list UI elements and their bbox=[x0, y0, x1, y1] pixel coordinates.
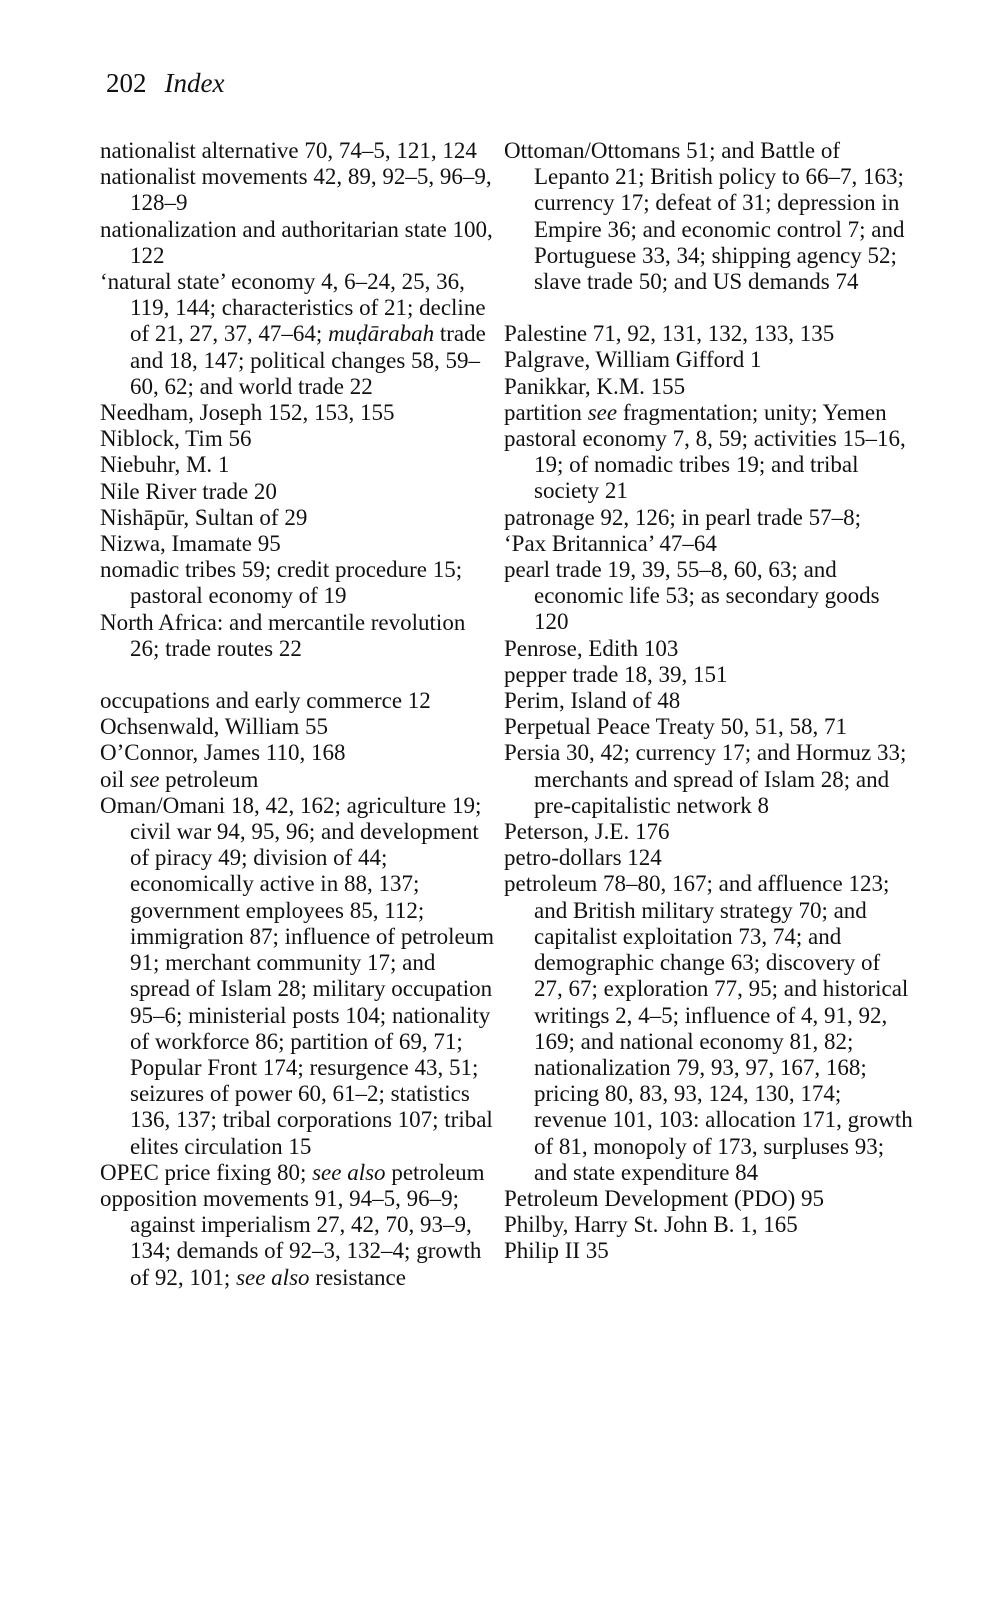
index-entry bbox=[504, 1238, 914, 1264]
index-column-right bbox=[504, 138, 914, 1265]
index-entry bbox=[100, 1160, 500, 1186]
index-entry bbox=[100, 426, 500, 452]
index-entry bbox=[504, 871, 914, 1185]
index-entry bbox=[100, 400, 500, 426]
index-entry-text: O’Connor, James 110, 168 bbox=[100, 740, 346, 766]
index-entry-text: Philby, Harry St. John B. 1, 165 bbox=[504, 1212, 798, 1238]
index-entry-text: petroleum bbox=[385, 1159, 485, 1185]
index-entry-text: OPEC price fixing 80; bbox=[100, 1159, 313, 1185]
index-entry-text: partition bbox=[504, 399, 588, 425]
index-column-left bbox=[100, 138, 500, 1291]
index-entry-text: nationalization and authoritarian state 100, 122 bbox=[100, 216, 493, 268]
index-entry-text: petro-dollars 124 bbox=[504, 845, 662, 871]
index-entry-text: Perpetual Peace Treaty 50, 51, 58, 71 bbox=[504, 714, 848, 740]
index-entry-text: Nile River trade 20 bbox=[100, 478, 277, 504]
index-entry bbox=[504, 819, 914, 845]
index-entry-text: Persia 30, 42; currency 17; and Hormuz 33; merchants and spread of Islam 28; and pre-capitalistic network 8 bbox=[504, 740, 907, 818]
index-entry-text: Nishāpūr, Sultan of 29 bbox=[100, 504, 308, 530]
page-number: 202 bbox=[106, 68, 147, 98]
index-entry-italic: muḍārabah bbox=[328, 321, 435, 347]
index-entry-text: Panikkar, K.M. 155 bbox=[504, 373, 686, 399]
index-entry bbox=[100, 714, 500, 740]
index-entry-text: oil bbox=[100, 766, 131, 792]
index-entry bbox=[100, 479, 500, 505]
index-entry bbox=[504, 374, 914, 400]
index-entry-text: ‘Pax Britannica’ 47–64 bbox=[504, 530, 717, 556]
index-entry-text: petroleum 78–80, 167; and affluence 123; and British military strategy 70; and capitalist exploitation 73, 74; and demographic change 63; discovery of 27, 67; exploration 77, 95; and historical writings 2, 4–5; influence of 4, 91, 92, 169; and national economy 81, 82; nationalization 79, 93, 97, 167, 168; pricing 80, 83, 93, 124, 130, 174; revenue 101, 103: allocation 171, growth of 81, monopoly of 173, surpluses 93; and state expenditure 84 bbox=[504, 871, 913, 1185]
index-entry-text: Palestine 71, 92, 131, 132, 133, 135 bbox=[504, 321, 835, 347]
index-entry-italic: see also bbox=[236, 1264, 310, 1290]
index-entry-text: Niebuhr, M. 1 bbox=[100, 452, 230, 478]
index-entry bbox=[504, 138, 914, 295]
index-entry-italic: see bbox=[587, 399, 618, 425]
index-entry bbox=[100, 505, 500, 531]
index-entry bbox=[504, 845, 914, 871]
index-entry bbox=[504, 714, 914, 740]
index-entry bbox=[100, 217, 500, 269]
index-entry-text: nomadic tribes 59; credit procedure 15; pastoral economy of 19 bbox=[100, 557, 463, 609]
index-entry-text: Palgrave, William Gifford 1 bbox=[504, 347, 762, 373]
index-entry bbox=[100, 164, 500, 216]
running-title: Index bbox=[164, 68, 225, 98]
index-entry-text: trade and 18, 147; political changes 58, 59–60, 62; and world trade 22 bbox=[130, 321, 486, 399]
page-header bbox=[106, 66, 224, 100]
index-entry bbox=[504, 1186, 914, 1212]
index-entry-text: Peterson, J.E. 176 bbox=[504, 819, 670, 845]
index-entry bbox=[504, 531, 914, 557]
index-entry-text: Penrose, Edith 103 bbox=[504, 635, 679, 661]
index-entry bbox=[100, 452, 500, 478]
index-entry-text: pastoral economy 7, 8, 59; activities 15–16, 19; of nomadic tribes 19; and tribal society 21 bbox=[504, 426, 906, 504]
index-entry bbox=[504, 426, 914, 505]
index-entry bbox=[504, 636, 914, 662]
index-entry bbox=[100, 767, 500, 793]
index-entry bbox=[504, 1212, 914, 1238]
index-entry bbox=[100, 793, 500, 1160]
index-entry-text: pearl trade 19, 39, 55–8, 60, 63; and economic life 53; as secondary goods 120 bbox=[504, 557, 880, 635]
index-entry-text: nationalist alternative 70, 74–5, 121, 124 bbox=[100, 138, 477, 163]
index-entry-text: Niblock, Tim 56 bbox=[100, 426, 252, 452]
index-entry-text: resistance bbox=[309, 1264, 406, 1290]
index-entry-text: nationalist movements 42, 89, 92–5, 96–9, 128–9 bbox=[100, 164, 492, 216]
index-entry bbox=[504, 662, 914, 688]
index-entry bbox=[100, 531, 500, 557]
index-entry bbox=[100, 688, 500, 714]
index-entry-text: ‘natural state’ economy 4, 6–24, 25, 36, 119, 144; characteristics of 21; decline of 21, 27, 37, 47–64; bbox=[100, 269, 486, 347]
index-entry-text: opposition movements 91, 94–5, 96–9; against imperialism 27, 42, 70, 93–9, 134; demands of 92–3, 132–4; growth of 92, 101; bbox=[100, 1185, 482, 1290]
index-entry bbox=[504, 347, 914, 373]
index-entry-text: pepper trade 18, 39, 151 bbox=[504, 661, 728, 687]
index-entry-italic: see also bbox=[312, 1159, 386, 1185]
index-entry-text: patronage 92, 126; in pearl trade 57–8; bbox=[504, 504, 862, 530]
index-entry bbox=[100, 138, 500, 164]
index-entry-text: petroleum bbox=[159, 766, 259, 792]
index-entry-text: Ochsenwald, William 55 bbox=[100, 714, 328, 740]
index-entry-text: occupations and early commerce 12 bbox=[100, 688, 431, 714]
index-entry-text: North Africa: and mercantile revolution 26; trade routes 22 bbox=[100, 609, 466, 661]
index-entry bbox=[100, 740, 500, 766]
index-entry-text: Needham, Joseph 152, 153, 155 bbox=[100, 400, 395, 426]
index-entry-text: Oman/Omani 18, 42, 162; agriculture 19; civil war 94, 95, 96; and development of piracy 49; division of 44; economically active in 88, 137; government employees 85, 112; immigration 87; influence of petroleum 91; merchant community 17; and spread of Islam 28; military occupation 95–6; ministerial posts 104; nationality of workforce 86; partition of 69, 71; Popular Front 174; resurgence 43, 51; seizures of power 60, 61–2; statistics 136, 137; tribal corporations 107; tribal elites circulation 15 bbox=[100, 792, 495, 1159]
index-entry-italic: see bbox=[130, 766, 160, 792]
index-entry bbox=[504, 505, 914, 531]
index-entry-text: Philip II 35 bbox=[504, 1238, 609, 1264]
index-entry bbox=[504, 740, 914, 819]
index-entry bbox=[504, 557, 914, 636]
index-entry bbox=[504, 321, 914, 347]
index-entry-text: Perim, Island of 48 bbox=[504, 688, 681, 714]
index-entry bbox=[504, 688, 914, 714]
index-entry-text: fragmentation; unity; Yemen bbox=[617, 399, 887, 425]
index-entry-text: Nizwa, Imamate 95 bbox=[100, 531, 281, 557]
index-entry bbox=[100, 557, 500, 609]
index-entry bbox=[100, 269, 500, 400]
letter-gap bbox=[100, 662, 500, 688]
index-entry bbox=[100, 1186, 500, 1291]
index-entry-text: Ottoman/Ottomans 51; and Battle of Lepanto 21; British policy to 66–7, 163; currency 17; defeat of 31; depression in Empire 36; and economic control 7; and Portuguese 33, 34; shipping agency 52; slave trade 50; and US demands 74 bbox=[504, 138, 905, 295]
index-entry bbox=[100, 610, 500, 662]
index-entry bbox=[504, 400, 914, 426]
index-entry-text: Petroleum Development (PDO) 95 bbox=[504, 1185, 825, 1211]
letter-gap bbox=[504, 295, 914, 321]
